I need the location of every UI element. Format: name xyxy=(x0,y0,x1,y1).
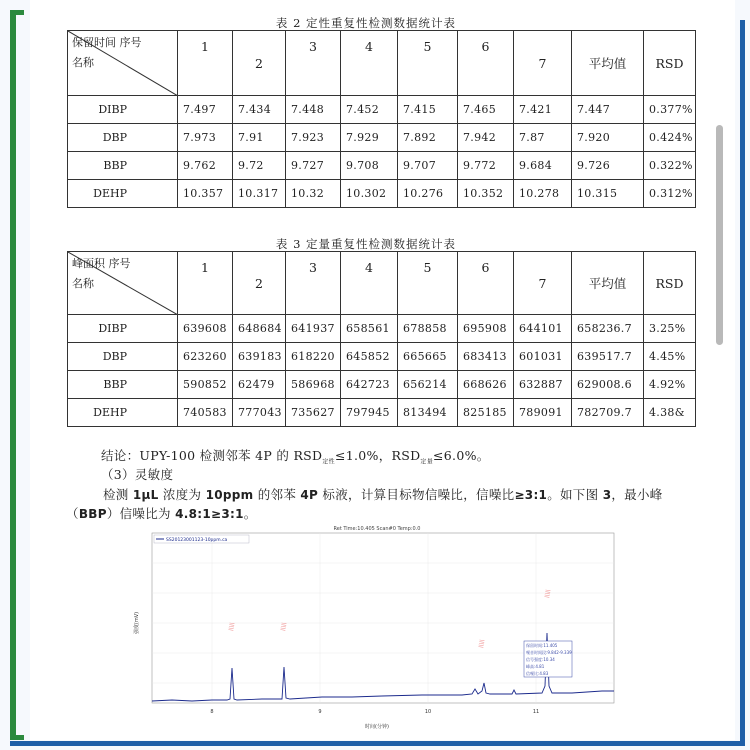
text-run: 3 xyxy=(602,488,612,502)
cell: 0.424% xyxy=(644,124,696,152)
table2-caption: 表 2 定性重复性检测数据统计表 xyxy=(275,16,457,30)
cell: 10.357 xyxy=(178,180,233,208)
cell: 632887 xyxy=(514,371,572,399)
peak-marker: ||||| xyxy=(478,638,486,649)
x-axis-label: 时间(分钟) xyxy=(365,724,389,730)
cell: 668626 xyxy=(458,371,514,399)
cell: 825185 xyxy=(458,399,514,427)
cell: 644101 xyxy=(514,315,572,343)
column-header: 6 xyxy=(458,31,514,96)
corner-bottom-label: 名称 xyxy=(72,56,94,69)
cell: 7.448 xyxy=(286,96,341,124)
text-run: 4.8:1≥3:1 xyxy=(175,507,244,521)
table-row xyxy=(68,371,696,399)
column-header: 3 xyxy=(286,31,341,96)
cell: 10.276 xyxy=(398,180,458,208)
cell: 7.91 xyxy=(233,124,286,152)
text-run: 1μL xyxy=(132,488,159,502)
conclusion-prefix: 结论：UPY-100 检测邻苯 4P 的 RSD xyxy=(101,448,323,463)
cell: 62479 xyxy=(233,371,286,399)
cell: 0.322% xyxy=(644,152,696,180)
cell: 642723 xyxy=(341,371,398,399)
text-run: 标液，计算目标物信噪比，信噪比 xyxy=(318,487,515,502)
corner-top-label: 峰面积 序号 xyxy=(72,257,131,270)
cell: 797945 xyxy=(341,399,398,427)
info-line: 噪音时间段:9.842-9.339 xyxy=(526,650,572,655)
row-name: DEHP xyxy=(68,399,178,427)
text-run: 10ppm xyxy=(205,488,254,502)
cell: 10.32 xyxy=(286,180,341,208)
column-header: 4 xyxy=(341,252,398,315)
info-line: 峰高:4.81 xyxy=(526,664,545,669)
cell: 9.772 xyxy=(458,152,514,180)
cell: 9.762 xyxy=(178,152,233,180)
peak-marker: ||||| xyxy=(228,621,236,632)
info-line: 信噪比:4.83 xyxy=(526,671,549,676)
peak-marker: ||||| xyxy=(280,621,288,632)
cell: 586968 xyxy=(286,371,341,399)
text-run: 。如下图 xyxy=(547,487,603,502)
x-tick-label: 8 xyxy=(210,709,214,715)
cell: 3.25% xyxy=(644,315,696,343)
column-header: 7 xyxy=(514,31,572,96)
cell: 7.973 xyxy=(178,124,233,152)
text-run: ≥3:1 xyxy=(514,488,548,502)
column-header: RSD xyxy=(644,31,696,96)
cell: 658561 xyxy=(341,315,398,343)
right-blue-border xyxy=(740,20,745,746)
cell: 7.421 xyxy=(514,96,572,124)
table3-caption: 表 3 定量重复性检测数据统计表 xyxy=(275,237,457,251)
left-green-border xyxy=(10,10,16,740)
bottom-blue-border xyxy=(10,741,740,746)
table-row xyxy=(68,96,696,124)
text-run: 。 xyxy=(243,506,257,521)
column-header: 平均值 xyxy=(572,252,644,315)
cell: 7.447 xyxy=(572,96,644,124)
row-name: DIBP xyxy=(68,96,178,124)
cell: 656214 xyxy=(398,371,458,399)
column-header: RSD xyxy=(644,252,696,315)
text-run: 4P xyxy=(300,488,319,502)
sensitivity-line-2 xyxy=(66,504,257,522)
quantitative-repeatability-table xyxy=(67,251,696,427)
cell: 7.465 xyxy=(458,96,514,124)
column-header: 5 xyxy=(398,252,458,315)
cell: 10.278 xyxy=(514,180,572,208)
cell: 7.415 xyxy=(398,96,458,124)
cell: 7.923 xyxy=(286,124,341,152)
info-line: 信号强度:10.34 xyxy=(526,657,555,662)
text-run: ）信噪比为 xyxy=(106,506,176,521)
cell: 740583 xyxy=(178,399,233,427)
cell: 9.684 xyxy=(514,152,572,180)
text-run: BBP xyxy=(78,507,107,521)
chromatogram-figure xyxy=(132,523,622,735)
table-row xyxy=(68,399,696,427)
cell: 10.317 xyxy=(233,180,286,208)
table-row xyxy=(68,315,696,343)
cell: 10.352 xyxy=(458,180,514,208)
text-run: （ xyxy=(66,506,79,521)
vertical-scrollbar[interactable] xyxy=(716,125,723,345)
cell: 0.312% xyxy=(644,180,696,208)
cell: 658236.7 xyxy=(572,315,644,343)
table3-corner-header xyxy=(68,252,178,315)
peak-marker: ||||| xyxy=(544,588,552,599)
row-name: DBP xyxy=(68,124,178,152)
cell: 648684 xyxy=(233,315,286,343)
cell: 9.72 xyxy=(233,152,286,180)
cell: 777043 xyxy=(233,399,286,427)
cell: 623260 xyxy=(178,343,233,371)
cell: 601031 xyxy=(514,343,572,371)
cell: 9.708 xyxy=(341,152,398,180)
x-tick-label: 10 xyxy=(424,709,432,715)
section-title: （3）灵敏度 xyxy=(101,467,174,482)
chart-header-text: Ret Time:10.405 Scan#0 Temp:0.0 xyxy=(333,526,421,532)
left-border-top-cap xyxy=(10,10,24,15)
x-tick-label: 11 xyxy=(532,709,540,715)
cell: 7.452 xyxy=(341,96,398,124)
sensitivity-line-1 xyxy=(103,485,663,503)
cell: 4.45% xyxy=(644,343,696,371)
column-header: 平均值 xyxy=(572,31,644,96)
cell: 10.315 xyxy=(572,180,644,208)
column-header: 4 xyxy=(341,31,398,96)
x-tick-label: 9 xyxy=(318,709,322,715)
conclusion-sub-quantitative: 定量 xyxy=(420,458,434,466)
column-header: 2 xyxy=(233,252,286,315)
text-run: 检测 xyxy=(103,487,133,502)
cell: 639608 xyxy=(178,315,233,343)
table-row xyxy=(68,152,696,180)
corner-bottom-label: 名称 xyxy=(72,277,94,290)
row-name: DIBP xyxy=(68,315,178,343)
column-header: 2 xyxy=(233,31,286,96)
cell: 813494 xyxy=(398,399,458,427)
text-run: 浓度为 xyxy=(158,487,206,502)
cell: 4.38& xyxy=(644,399,696,427)
text-run: 的邻苯 xyxy=(253,487,301,502)
left-border-bottom-cap xyxy=(10,735,24,740)
conclusion-mid: ≤1.0%，RSD xyxy=(334,448,421,463)
legend-file-label: SS20123001123-10ppm.ca xyxy=(166,538,228,543)
cell: 9.726 xyxy=(572,152,644,180)
cell: 4.92% xyxy=(644,371,696,399)
cell: 7.434 xyxy=(233,96,286,124)
column-header: 1 xyxy=(178,31,233,96)
cell: 782709.7 xyxy=(572,399,644,427)
column-header: 1 xyxy=(178,252,233,315)
table-row xyxy=(68,343,696,371)
cell: 7.87 xyxy=(514,124,572,152)
row-name: DEHP xyxy=(68,180,178,208)
table-row xyxy=(68,124,696,152)
cell: 695908 xyxy=(458,315,514,343)
cell: 639183 xyxy=(233,343,286,371)
cell: 9.707 xyxy=(398,152,458,180)
table2-corner-header xyxy=(68,31,178,96)
cell: 9.727 xyxy=(286,152,341,180)
cell: 789091 xyxy=(514,399,572,427)
conclusion-text xyxy=(101,446,490,466)
row-name: DBP xyxy=(68,343,178,371)
cell: 7.920 xyxy=(572,124,644,152)
row-name: BBP xyxy=(68,152,178,180)
conclusion-sub-qualitative: 定性 xyxy=(322,458,335,466)
column-header: 7 xyxy=(514,252,572,315)
conclusion-suffix: ≤6.0%。 xyxy=(433,448,490,463)
column-header: 6 xyxy=(458,252,514,315)
info-line: 保留时间:11.405 xyxy=(526,643,558,648)
cell: 10.302 xyxy=(341,180,398,208)
cell: 641937 xyxy=(286,315,341,343)
corner-top-label: 保留时间 序号 xyxy=(72,36,142,49)
row-name: BBP xyxy=(68,371,178,399)
cell: 645852 xyxy=(341,343,398,371)
text-run: ，最小峰 xyxy=(611,487,663,502)
cell: 639517.7 xyxy=(572,343,644,371)
cell: 629008.6 xyxy=(572,371,644,399)
y-axis-label: 强度(mV) xyxy=(134,611,140,635)
cell: 7.942 xyxy=(458,124,514,152)
column-header: 5 xyxy=(398,31,458,96)
cell: 618220 xyxy=(286,343,341,371)
cell: 7.497 xyxy=(178,96,233,124)
cell: 0.377% xyxy=(644,96,696,124)
qualitative-repeatability-table xyxy=(67,30,696,208)
cell: 7.929 xyxy=(341,124,398,152)
column-header: 3 xyxy=(286,252,341,315)
cell: 7.892 xyxy=(398,124,458,152)
chromatogram-svg xyxy=(132,523,622,735)
cell: 590852 xyxy=(178,371,233,399)
cell: 683413 xyxy=(458,343,514,371)
cell: 665665 xyxy=(398,343,458,371)
table-row xyxy=(68,180,696,208)
cell: 678858 xyxy=(398,315,458,343)
cell: 735627 xyxy=(286,399,341,427)
